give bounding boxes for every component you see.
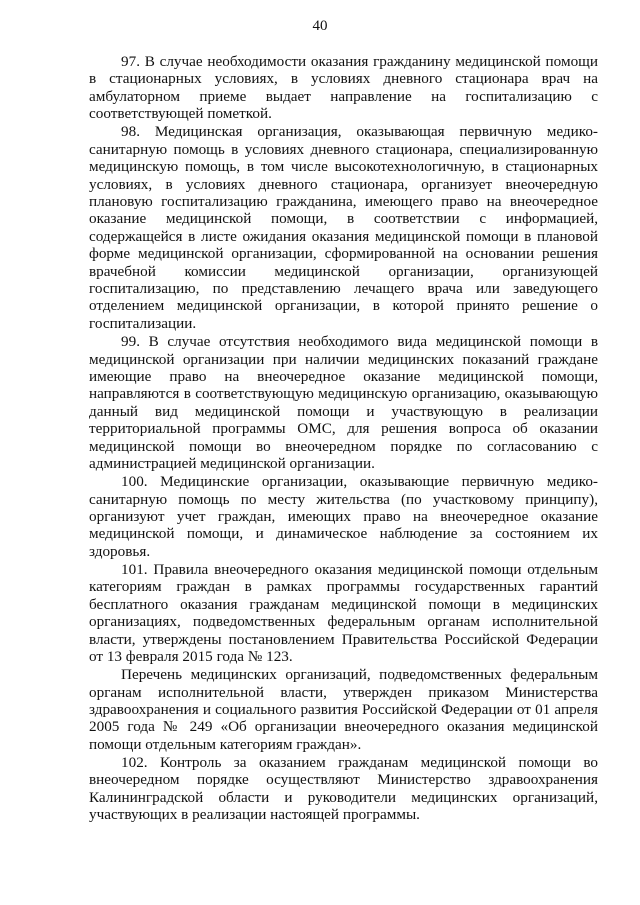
- paragraph-federal-list: Перечень медицинских организаций, подведомственных федеральным органам исполнительной власти, утвержден приказом Министерства здравоохранения и социального развития Российской Федерации от 01 апреля 2005 года № 249 «Об организации внеочередного оказания медицинской помощи отдельным категориям граждан».: [89, 666, 598, 753]
- paragraph-102: 102. Контроль за оказанием гражданам медицинской помощи во внеочередном порядке осуществляют Министерство здравоохранения Калининградской области и руководители медицинских организаций, участвующих в реализации настоящей программы.: [89, 754, 598, 824]
- paragraph-99: 99. В случае отсутствия необходимого вида медицинской помощи в медицинской организации при наличии медицинских показаний граждане имеющие право на внеочередное оказание медицинской помощи, направляются в соответствующую медицинскую организацию, оказывающую данный вид медицинской помощи и участвующую в реализации территориальной программы ОМС, для решения вопроса об оказании медицинской помощи во внеочередном порядке по согласованию с администрацией медицинской организации.: [89, 333, 598, 472]
- paragraph-100: 100. Медицинские организации, оказывающие первичную медико-санитарную помощь по месту жительства (по участковому принципу), организуют учет граждан, имеющих право на внеочередное оказание медицинской помощи, и динамическое наблюдение за состоянием их здоровья.: [89, 473, 598, 560]
- page-body: [89, 53, 598, 824]
- page-number: 40: [312, 18, 328, 34]
- paragraph-101: 101. Правила внеочередного оказания медицинской помощи отдельным категориям граждан в рамках программы государственных гарантий бесплатного оказания гражданам медицинской помощи в медицинских организациях, подведомственных федеральным органам исполнительной власти, утверждены постановлением Правительства Российской Федерации от 13 февраля 2015 года № 123.: [89, 560, 598, 665]
- paragraph-98: 98. Медицинская организация, оказывающая первичную медико-санитарную помощь в условиях дневного стационара, специализированную медицинскую помощь, в том числе высокотехнологичную, в стационарных условиях, в условиях дневного стационара, организует внеочередную плановую госпитализацию гражданина, имеющего право на внеочередное оказание медицинской помощи, в соответствии с информацией, содержащейся в листе ожидания оказания медицинской помощи в плановой форме медицинской организации, сформированной на основании решения врачебной комиссии медицинской организации, организующей госпитализацию, по представлению лечащего врача или заведующего отделением медицинской организации, в которой принято решение о госпитализации.: [89, 123, 598, 332]
- paragraph-97: 97. В случае необходимости оказания гражданину медицинской помощи в стационарных условиях, в условиях дневного стационара врач на амбулаторном приеме выдает направление на госпитализацию с соответствующей пометкой.: [89, 53, 598, 123]
